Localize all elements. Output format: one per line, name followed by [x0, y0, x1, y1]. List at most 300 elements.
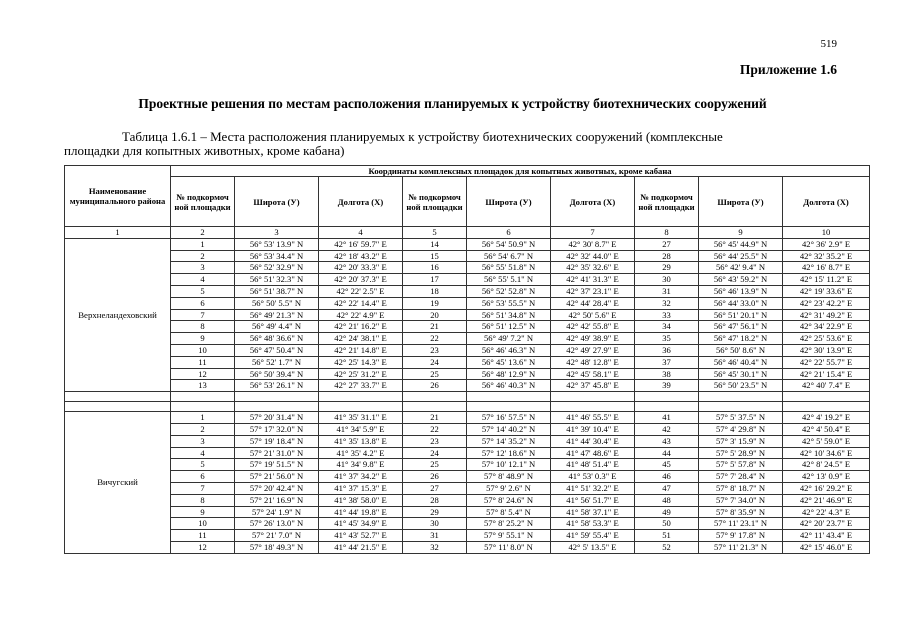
latitude-cell: 57° 10' 12.1" N — [467, 459, 551, 471]
latitude-cell: 57° 21' 7.0" N — [235, 530, 319, 542]
latitude-cell: 57° 18' 49.3" N — [235, 541, 319, 553]
latitude-cell: 56° 48' 12.9" N — [467, 368, 551, 380]
latitude-cell: 56° 55' 51.8" N — [467, 262, 551, 274]
latitude-cell: 57° 9' 55.1" N — [467, 530, 551, 542]
site-number-cell: 9 — [171, 506, 235, 518]
longitude-cell: 42° 4' 50.4" E — [783, 423, 870, 435]
header-longitude: Долгота (Х) — [319, 177, 403, 227]
longitude-cell: 42° 15' 11.2" E — [783, 274, 870, 286]
header-site-number: № подкормоч ной площадки — [171, 177, 235, 227]
header-site-number: № подкормоч ной площадки — [635, 177, 699, 227]
column-number: 3 — [235, 227, 319, 239]
site-number-cell: 2 — [171, 250, 235, 262]
site-number-cell: 23 — [403, 435, 467, 447]
longitude-cell: 42° 41' 31.3" E — [551, 274, 635, 286]
empty-cell — [699, 392, 783, 402]
longitude-cell: 41° 44' 19.8" E — [319, 506, 403, 518]
table-row — [65, 380, 870, 392]
site-number-cell: 12 — [171, 368, 235, 380]
longitude-cell: 42° 50' 5.6" E — [551, 309, 635, 321]
latitude-cell: 56° 47' 50.4" N — [235, 344, 319, 356]
longitude-cell: 42° 27' 33.7" E — [319, 380, 403, 392]
longitude-cell: 42° 19' 33.6" E — [783, 285, 870, 297]
longitude-cell: 42° 21' 14.8" E — [319, 344, 403, 356]
latitude-cell: 56° 47' 56.1" N — [699, 321, 783, 333]
site-number-cell: 14 — [403, 238, 467, 250]
table-row — [65, 435, 870, 447]
latitude-cell: 57° 26' 13.0" N — [235, 518, 319, 530]
empty-cell — [171, 392, 235, 402]
site-number-cell: 33 — [635, 309, 699, 321]
site-number-cell: 22 — [403, 333, 467, 345]
longitude-cell: 42° 35' 32.6" E — [551, 262, 635, 274]
site-number-cell: 43 — [635, 435, 699, 447]
site-number-cell: 17 — [403, 274, 467, 286]
table-row — [65, 471, 870, 483]
site-number-cell: 11 — [171, 530, 235, 542]
latitude-cell: 56° 52' 52.8" N — [467, 285, 551, 297]
latitude-cell: 56° 43' 59.2" N — [699, 274, 783, 286]
site-number-cell: 15 — [403, 250, 467, 262]
municipality-name: Вичугский — [65, 412, 171, 554]
site-number-cell: 41 — [635, 412, 699, 424]
column-number: 8 — [635, 227, 699, 239]
latitude-cell: 56° 48' 36.6" N — [235, 333, 319, 345]
table-row — [65, 459, 870, 471]
site-number-cell: 24 — [403, 356, 467, 368]
table-row — [65, 412, 870, 424]
longitude-cell: 41° 37' 15.3" E — [319, 482, 403, 494]
longitude-cell: 42° 25' 14.3" E — [319, 356, 403, 368]
latitude-cell: 57° 21' 56.0" N — [235, 471, 319, 483]
empty-cell — [65, 392, 171, 402]
latitude-cell: 56° 46' 13.9" N — [699, 285, 783, 297]
site-number-cell: 9 — [171, 333, 235, 345]
longitude-cell: 42° 5' 13.5" E — [551, 541, 635, 553]
site-number-cell: 10 — [171, 518, 235, 530]
site-number-cell: 45 — [635, 459, 699, 471]
latitude-cell: 57° 19' 51.5" N — [235, 459, 319, 471]
table-row — [65, 309, 870, 321]
site-number-cell: 48 — [635, 494, 699, 506]
longitude-cell: 42° 49' 38.9" E — [551, 333, 635, 345]
appendix-label: Приложение 1.6 — [739, 62, 837, 77]
table-body — [65, 238, 870, 553]
site-number-cell: 32 — [403, 541, 467, 553]
empty-cell — [551, 392, 635, 402]
site-number-cell: 4 — [171, 274, 235, 286]
longitude-cell: 42° 48' 12.8" E — [551, 356, 635, 368]
empty-cell — [403, 392, 467, 402]
page-number: 519 — [820, 38, 837, 50]
latitude-cell: 57° 14' 40.2" N — [467, 423, 551, 435]
header-longitude: Долгота (Х) — [551, 177, 635, 227]
site-number-cell: 3 — [171, 435, 235, 447]
column-number: 9 — [699, 227, 783, 239]
site-number-cell: 8 — [171, 494, 235, 506]
empty-cell — [319, 402, 403, 412]
latitude-cell: 56° 53' 13.9" N — [235, 238, 319, 250]
latitude-cell: 56° 51' 32.3" N — [235, 274, 319, 286]
longitude-cell: 42° 18' 43.2" E — [319, 250, 403, 262]
site-number-cell: 6 — [171, 471, 235, 483]
latitude-cell: 57° 16' 57.5" N — [467, 412, 551, 424]
latitude-cell: 57° 21' 16.9" N — [235, 494, 319, 506]
site-number-cell: 52 — [635, 541, 699, 553]
latitude-cell: 57° 19' 18.4" N — [235, 435, 319, 447]
longitude-cell: 41° 37' 34.2" E — [319, 471, 403, 483]
longitude-cell: 41° 58' 37.1" E — [551, 506, 635, 518]
table-row — [65, 494, 870, 506]
latitude-cell: 56° 49' 7.2" N — [467, 333, 551, 345]
latitude-cell: 56° 50' 8.6" N — [699, 344, 783, 356]
site-number-cell: 23 — [403, 344, 467, 356]
header-group-coordinates: Координаты комплексных площадок для копытных животных, кроме кабана — [171, 166, 870, 177]
longitude-cell: 41° 44' 21.5" E — [319, 541, 403, 553]
site-number-cell: 36 — [635, 344, 699, 356]
site-number-cell: 7 — [171, 309, 235, 321]
site-number-cell: 28 — [403, 494, 467, 506]
latitude-cell: 56° 49' 4.4" N — [235, 321, 319, 333]
longitude-cell: 41° 47' 48.6" E — [551, 447, 635, 459]
empty-cell — [551, 402, 635, 412]
latitude-cell: 57° 17' 32.0" N — [235, 423, 319, 435]
longitude-cell: 41° 59' 55.4" E — [551, 530, 635, 542]
site-number-cell: 39 — [635, 380, 699, 392]
longitude-cell: 42° 16' 59.7" E — [319, 238, 403, 250]
column-number: 4 — [319, 227, 403, 239]
column-number-row — [65, 227, 870, 239]
header-latitude: Широта (У) — [699, 177, 783, 227]
latitude-cell: 56° 51' 38.7" N — [235, 285, 319, 297]
longitude-cell: 41° 34' 5.9" E — [319, 423, 403, 435]
site-number-cell: 27 — [403, 482, 467, 494]
latitude-cell: 57° 5' 57.8" N — [699, 459, 783, 471]
longitude-cell: 42° 21' 16.2" E — [319, 321, 403, 333]
table-caption-line-2: площадки для копытных животных, кроме кабана) — [64, 143, 345, 158]
latitude-cell: 56° 52' 1.7" N — [235, 356, 319, 368]
site-number-cell: 11 — [171, 356, 235, 368]
site-number-cell: 27 — [635, 238, 699, 250]
latitude-cell: 56° 45' 30.1" N — [699, 368, 783, 380]
empty-cell — [467, 402, 551, 412]
site-number-cell: 21 — [403, 321, 467, 333]
longitude-cell: 41° 56' 51.7" E — [551, 494, 635, 506]
table-caption-line-1: Таблица 1.6.1 – Места расположения планируемых к устройству биотехнических сооружений (комплексные — [122, 129, 723, 144]
table-row — [65, 368, 870, 380]
empty-cell — [235, 402, 319, 412]
table-row — [65, 530, 870, 542]
empty-cell — [319, 392, 403, 402]
table-row — [65, 356, 870, 368]
empty-cell — [235, 392, 319, 402]
longitude-cell: 41° 43' 52.7" E — [319, 530, 403, 542]
latitude-cell: 56° 44' 33.0" N — [699, 297, 783, 309]
latitude-cell: 57° 3' 15.9" N — [699, 435, 783, 447]
empty-cell — [467, 392, 551, 402]
site-number-cell: 29 — [403, 506, 467, 518]
site-number-cell: 18 — [403, 285, 467, 297]
longitude-cell: 42° 22' 14.4" E — [319, 297, 403, 309]
table-caption — [64, 130, 844, 158]
longitude-cell: 42° 23' 42.2" E — [783, 297, 870, 309]
latitude-cell: 56° 47' 18.2" N — [699, 333, 783, 345]
latitude-cell: 57° 5' 28.9" N — [699, 447, 783, 459]
longitude-cell: 42° 30' 8.7" E — [551, 238, 635, 250]
site-number-cell: 20 — [403, 309, 467, 321]
site-number-cell: 37 — [635, 356, 699, 368]
table-row — [65, 321, 870, 333]
longitude-cell: 42° 31' 49.2" E — [783, 309, 870, 321]
site-number-cell: 32 — [635, 297, 699, 309]
longitude-cell: 42° 11' 43.4" E — [783, 530, 870, 542]
site-number-cell: 12 — [171, 541, 235, 553]
longitude-cell: 42° 32' 44.0" E — [551, 250, 635, 262]
table-row — [65, 285, 870, 297]
site-number-cell: 5 — [171, 459, 235, 471]
site-number-cell: 29 — [635, 262, 699, 274]
longitude-cell: 42° 22' 55.7" E — [783, 356, 870, 368]
latitude-cell: 56° 51' 34.8" N — [467, 309, 551, 321]
latitude-cell: 56° 52' 32.9" N — [235, 262, 319, 274]
empty-cell — [699, 402, 783, 412]
longitude-cell: 42° 36' 2.9" E — [783, 238, 870, 250]
site-number-cell: 30 — [403, 518, 467, 530]
latitude-cell: 56° 45' 13.6" N — [467, 356, 551, 368]
longitude-cell: 41° 38' 58.0" E — [319, 494, 403, 506]
latitude-cell: 57° 12' 18.6" N — [467, 447, 551, 459]
longitude-cell: 42° 24' 38.1" E — [319, 333, 403, 345]
coordinates-table — [64, 165, 870, 554]
empty-cell — [635, 402, 699, 412]
latitude-cell: 56° 45' 44.9" N — [699, 238, 783, 250]
column-number: 10 — [783, 227, 870, 239]
table-row — [65, 262, 870, 274]
latitude-cell: 56° 46' 40.3" N — [467, 380, 551, 392]
longitude-cell: 42° 22' 4.3" E — [783, 506, 870, 518]
table-row — [65, 274, 870, 286]
site-number-cell: 46 — [635, 471, 699, 483]
empty-cell — [783, 402, 870, 412]
longitude-cell: 42° 25' 53.6" E — [783, 333, 870, 345]
site-number-cell: 1 — [171, 412, 235, 424]
latitude-cell: 57° 8' 5.4" N — [467, 506, 551, 518]
latitude-cell: 57° 11' 21.3" N — [699, 541, 783, 553]
longitude-cell: 42° 22' 2.5" E — [319, 285, 403, 297]
column-number: 7 — [551, 227, 635, 239]
municipality-name: Верхнеландеховский — [65, 238, 171, 391]
site-number-cell: 51 — [635, 530, 699, 542]
table-row — [65, 482, 870, 494]
column-number: 2 — [171, 227, 235, 239]
table-row — [65, 344, 870, 356]
latitude-cell: 56° 51' 20.1" N — [699, 309, 783, 321]
site-number-cell: 21 — [403, 412, 467, 424]
latitude-cell: 57° 20' 42.4" N — [235, 482, 319, 494]
latitude-cell: 57° 14' 35.2" N — [467, 435, 551, 447]
longitude-cell: 42° 44' 28.4" E — [551, 297, 635, 309]
longitude-cell: 42° 34' 22.9" E — [783, 321, 870, 333]
latitude-cell: 57° 20' 31.4" N — [235, 412, 319, 424]
site-number-cell: 35 — [635, 333, 699, 345]
latitude-cell: 56° 46' 46.3" N — [467, 344, 551, 356]
site-number-cell: 50 — [635, 518, 699, 530]
latitude-cell: 57° 7' 34.0" N — [699, 494, 783, 506]
latitude-cell: 57° 11' 23.1" N — [699, 518, 783, 530]
site-number-cell: 4 — [171, 447, 235, 459]
site-number-cell: 30 — [635, 274, 699, 286]
longitude-cell: 42° 16' 8.7" E — [783, 262, 870, 274]
longitude-cell: 42° 10' 34.6" E — [783, 447, 870, 459]
site-number-cell: 5 — [171, 285, 235, 297]
table-row — [65, 333, 870, 345]
longitude-cell: 42° 21' 46.9" E — [783, 494, 870, 506]
longitude-cell: 42° 42' 55.8" E — [551, 321, 635, 333]
site-number-cell: 3 — [171, 262, 235, 274]
latitude-cell: 56° 53' 34.4" N — [235, 250, 319, 262]
latitude-cell: 56° 53' 26.1" N — [235, 380, 319, 392]
site-number-cell: 6 — [171, 297, 235, 309]
latitude-cell: 57° 8' 24.6" N — [467, 494, 551, 506]
site-number-cell: 19 — [403, 297, 467, 309]
empty-cell — [171, 402, 235, 412]
latitude-cell: 56° 51' 12.5" N — [467, 321, 551, 333]
document-heading: Проектные решения по местам расположения планируемых к устройству биотехнических сооружений — [138, 96, 767, 111]
latitude-cell: 57° 5' 37.5" N — [699, 412, 783, 424]
header-municipality: Наименование муниципального района — [65, 166, 171, 227]
latitude-cell: 56° 53' 55.5" N — [467, 297, 551, 309]
site-number-cell: 42 — [635, 423, 699, 435]
latitude-cell: 56° 46' 40.4" N — [699, 356, 783, 368]
longitude-cell: 42° 45' 58.1" E — [551, 368, 635, 380]
site-number-cell: 24 — [403, 447, 467, 459]
section-separator — [65, 392, 870, 402]
latitude-cell: 57° 9' 17.8" N — [699, 530, 783, 542]
longitude-cell: 41° 48' 51.4" E — [551, 459, 635, 471]
column-number: 6 — [467, 227, 551, 239]
longitude-cell: 41° 35' 13.8" E — [319, 435, 403, 447]
latitude-cell: 56° 44' 25.5" N — [699, 250, 783, 262]
latitude-cell: 56° 55' 5.1" N — [467, 274, 551, 286]
table-row — [65, 541, 870, 553]
longitude-cell: 42° 37' 45.8" E — [551, 380, 635, 392]
table-row — [65, 250, 870, 262]
longitude-cell: 41° 45' 34.9" E — [319, 518, 403, 530]
longitude-cell: 41° 46' 55.5" E — [551, 412, 635, 424]
latitude-cell: 57° 8' 48.9" N — [467, 471, 551, 483]
longitude-cell: 42° 13' 0.9" E — [783, 471, 870, 483]
longitude-cell: 41° 39' 10.4" E — [551, 423, 635, 435]
longitude-cell: 42° 15' 46.0" E — [783, 541, 870, 553]
longitude-cell: 42° 20' 23.7" E — [783, 518, 870, 530]
column-number: 1 — [65, 227, 171, 239]
latitude-cell: 57° 8' 25.2" N — [467, 518, 551, 530]
latitude-cell: 57° 11' 8.0" N — [467, 541, 551, 553]
header-latitude: Широта (У) — [235, 177, 319, 227]
longitude-cell: 42° 20' 37.3" E — [319, 274, 403, 286]
longitude-cell: 42° 16' 29.2" E — [783, 482, 870, 494]
header-longitude: Долгота (Х) — [783, 177, 870, 227]
latitude-cell: 57° 7' 28.4" N — [699, 471, 783, 483]
site-number-cell: 16 — [403, 262, 467, 274]
section-separator — [65, 402, 870, 412]
longitude-cell: 42° 8' 24.5" E — [783, 459, 870, 471]
empty-cell — [403, 402, 467, 412]
latitude-cell: 56° 42' 9.4" N — [699, 262, 783, 274]
longitude-cell: 42° 4' 19.2" E — [783, 412, 870, 424]
latitude-cell: 57° 24' 1.9" N — [235, 506, 319, 518]
latitude-cell: 56° 54' 6.7" N — [467, 250, 551, 262]
site-number-cell: 26 — [403, 380, 467, 392]
site-number-cell: 7 — [171, 482, 235, 494]
table-row — [65, 447, 870, 459]
site-number-cell: 34 — [635, 321, 699, 333]
longitude-cell: 41° 35' 31.1" E — [319, 412, 403, 424]
empty-cell — [783, 392, 870, 402]
site-number-cell: 44 — [635, 447, 699, 459]
site-number-cell: 31 — [635, 285, 699, 297]
longitude-cell: 42° 5' 59.0" E — [783, 435, 870, 447]
latitude-cell: 56° 50' 5.5" N — [235, 297, 319, 309]
empty-cell — [635, 392, 699, 402]
site-number-cell: 47 — [635, 482, 699, 494]
longitude-cell: 41° 53' 0.3" E — [551, 471, 635, 483]
latitude-cell: 56° 50' 39.4" N — [235, 368, 319, 380]
site-number-cell: 13 — [171, 380, 235, 392]
longitude-cell: 41° 51' 32.2" E — [551, 482, 635, 494]
longitude-cell: 41° 34' 9.8" E — [319, 459, 403, 471]
longitude-cell: 42° 22' 4.9" E — [319, 309, 403, 321]
site-number-cell: 31 — [403, 530, 467, 542]
table-row — [65, 518, 870, 530]
site-number-cell: 38 — [635, 368, 699, 380]
longitude-cell: 42° 25' 31.2" E — [319, 368, 403, 380]
longitude-cell: 41° 44' 30.4" E — [551, 435, 635, 447]
latitude-cell: 56° 49' 21.3" N — [235, 309, 319, 321]
site-number-cell: 8 — [171, 321, 235, 333]
site-number-cell: 2 — [171, 423, 235, 435]
site-number-cell: 26 — [403, 471, 467, 483]
site-number-cell: 22 — [403, 423, 467, 435]
longitude-cell: 42° 32' 35.2" E — [783, 250, 870, 262]
site-number-cell: 25 — [403, 368, 467, 380]
latitude-cell: 56° 54' 50.9" N — [467, 238, 551, 250]
longitude-cell: 42° 20' 33.3" E — [319, 262, 403, 274]
column-number: 5 — [403, 227, 467, 239]
table-row — [65, 238, 870, 250]
table-row — [65, 506, 870, 518]
site-number-cell: 25 — [403, 459, 467, 471]
latitude-cell: 57° 8' 18.7" N — [699, 482, 783, 494]
longitude-cell: 42° 40' 7.4" E — [783, 380, 870, 392]
longitude-cell: 42° 49' 27.9" E — [551, 344, 635, 356]
latitude-cell: 57° 21' 31.0" N — [235, 447, 319, 459]
empty-cell — [65, 402, 171, 412]
longitude-cell: 42° 30' 13.9" E — [783, 344, 870, 356]
longitude-cell: 41° 35' 4.2" E — [319, 447, 403, 459]
latitude-cell: 57° 4' 29.8" N — [699, 423, 783, 435]
site-number-cell: 1 — [171, 238, 235, 250]
latitude-cell: 57° 8' 35.9" N — [699, 506, 783, 518]
header-site-number: № подкормоч ной площадки — [403, 177, 467, 227]
longitude-cell: 42° 37' 23.1" E — [551, 285, 635, 297]
table-row — [65, 423, 870, 435]
table-row — [65, 297, 870, 309]
latitude-cell: 57° 9' 2.6" N — [467, 482, 551, 494]
longitude-cell: 42° 21' 15.4" E — [783, 368, 870, 380]
site-number-cell: 49 — [635, 506, 699, 518]
site-number-cell: 28 — [635, 250, 699, 262]
